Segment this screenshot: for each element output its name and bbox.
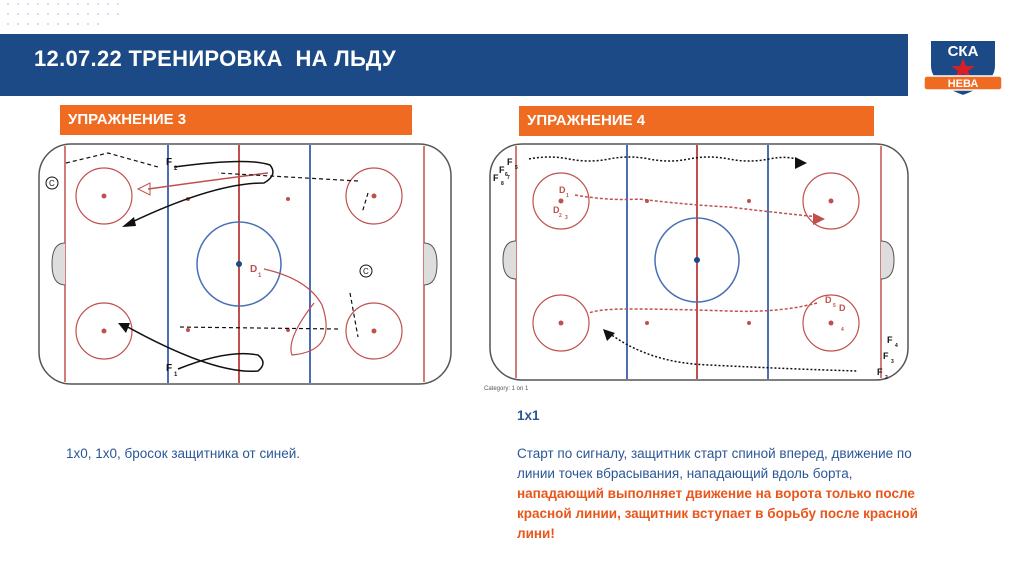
svg-text:3: 3 — [565, 215, 568, 221]
svg-text:F: F — [883, 351, 889, 361]
svg-text:D: D — [559, 185, 566, 195]
svg-text:4: 4 — [895, 343, 898, 349]
svg-text:8: 8 — [501, 181, 504, 187]
svg-text:1: 1 — [258, 273, 262, 279]
decorative-dots — [0, 0, 140, 34]
svg-text:F: F — [166, 363, 173, 374]
svg-text:C: C — [49, 179, 55, 188]
svg-text:5: 5 — [515, 165, 518, 171]
svg-text:СКА: СКА — [947, 43, 979, 60]
svg-text:F: F — [166, 157, 173, 168]
svg-text:2: 2 — [559, 213, 562, 219]
svg-text:1: 1 — [174, 372, 178, 378]
svg-text:D: D — [825, 295, 832, 305]
svg-text:D: D — [553, 205, 560, 215]
diagram-caption: Category: 1 on 1 — [484, 386, 529, 392]
svg-text:3: 3 — [891, 359, 894, 365]
svg-text:6: 6 — [505, 172, 508, 178]
svg-text:C: C — [363, 267, 369, 276]
svg-text:4: 4 — [841, 327, 844, 333]
exercise-3-label: УПРАЖНЕНИЕ 3 — [60, 105, 412, 135]
exercise-4-description-text: Старт по сигналу, защитник старт спиной вперед, движение по линии точек вбрасывания, нападающий вдоль борта, — [517, 446, 912, 481]
svg-text:7: 7 — [507, 175, 510, 181]
svg-text:F: F — [887, 335, 893, 345]
exercise-3-rink-diagram — [38, 143, 452, 385]
svg-text:D: D — [250, 264, 258, 275]
svg-text:2: 2 — [885, 375, 888, 381]
svg-text:2: 2 — [174, 166, 178, 172]
exercise-4-description — [517, 444, 927, 544]
svg-text:НЕВА: НЕВА — [947, 78, 979, 90]
exercise-4-label: УПРАЖНЕНИЕ 4 — [519, 106, 874, 136]
page-title: 12.07.22 ТРЕНИРОВКА НА ЛЬДУ — [34, 46, 397, 71]
svg-text:1: 1 — [566, 193, 569, 199]
svg-text:D: D — [839, 303, 846, 313]
header-bar — [0, 34, 908, 96]
svg-text:F: F — [877, 367, 883, 377]
exercise-3-description: 1х0, 1х0, бросок защитника от синей. — [66, 446, 301, 461]
ska-neva-logo — [918, 36, 1008, 100]
svg-text:F: F — [507, 157, 513, 167]
svg-text:F: F — [493, 173, 499, 183]
exercise-4-rink-diagram — [489, 143, 909, 381]
svg-text:F: F — [499, 165, 505, 175]
exercise-4-format: 1х1 — [517, 408, 540, 423]
svg-text:5: 5 — [833, 303, 836, 309]
exercise-4-description-highlight: нападающий выполняет движение на ворота только после красной линии, защитник вступает в борьбу после красной лини! — [517, 486, 918, 541]
